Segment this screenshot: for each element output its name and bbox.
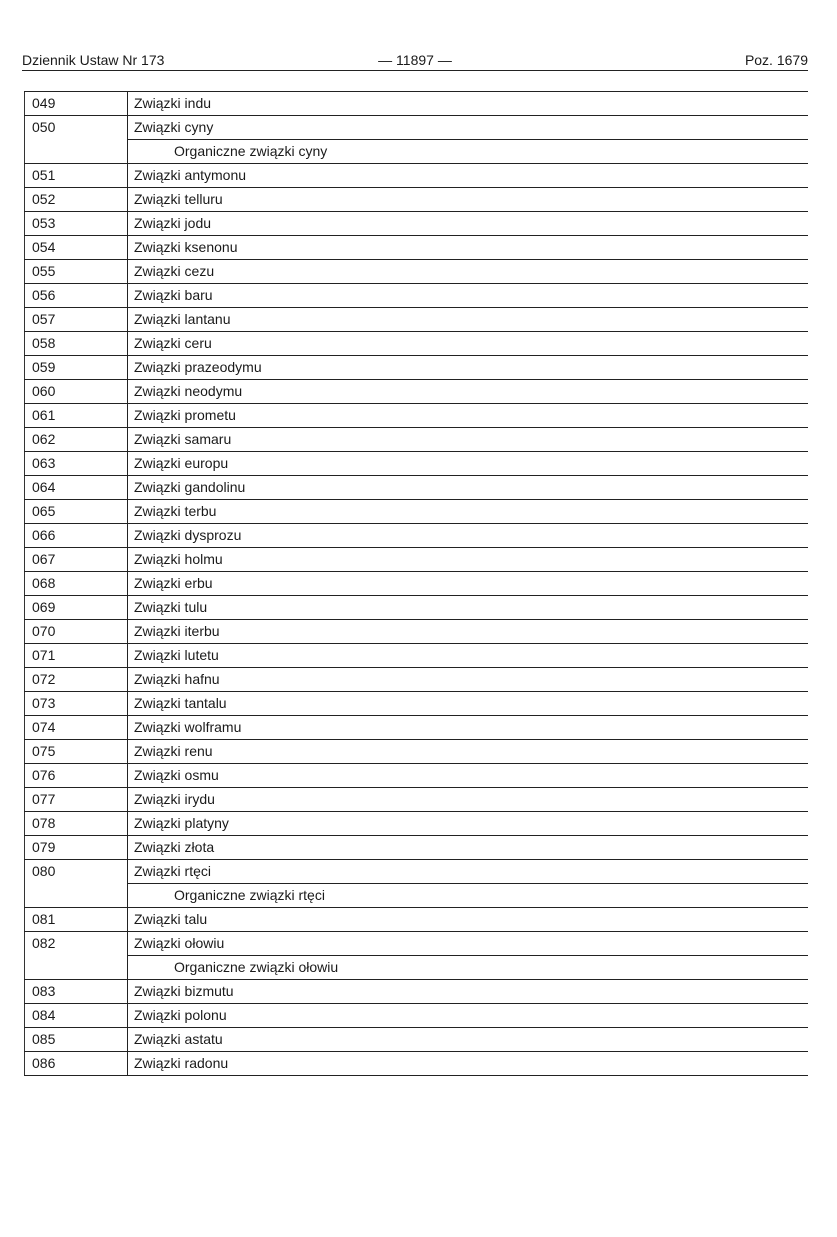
row-code: 069 [25,596,128,620]
page-header [22,50,808,70]
row-name: Związki radonu [128,1052,809,1076]
row-code: 074 [25,716,128,740]
table-row [25,596,809,620]
journal-title: Dziennik Ustaw Nr 173 [22,52,165,68]
table-row [25,380,809,404]
row-name: Związki renu [128,740,809,764]
row-name: Związki baru [128,284,809,308]
row-code: 068 [25,572,128,596]
row-code: 056 [25,284,128,308]
row-name: Związki tantalu [128,692,809,716]
table-row [25,284,809,308]
row-code: 053 [25,212,128,236]
position-number: Poz. 1679 [744,52,808,68]
header-rule [22,70,808,71]
row-code: 057 [25,308,128,332]
table-row [25,428,809,452]
row-code: 062 [25,428,128,452]
row-code: 049 [25,92,128,116]
table-row [25,668,809,692]
row-code: 054 [25,236,128,260]
row-code: 083 [25,980,128,1004]
row-name: Związki samaru [128,428,809,452]
table-row [25,164,809,188]
row-name: Związki gandolinu [128,476,809,500]
row-code: 080 [25,860,128,908]
row-code: 077 [25,788,128,812]
row-code: 059 [25,356,128,380]
row-code: 081 [25,908,128,932]
row-name: Związki cyny [128,116,809,140]
row-subname: Organiczne związki ołowiu [128,956,809,980]
table-row [25,788,809,812]
row-name: Związki indu [128,92,809,116]
table-row [25,356,809,380]
compounds-table-body [25,92,809,1076]
row-name: Związki erbu [128,572,809,596]
table-row [25,188,809,212]
table-row [25,308,809,332]
row-name: Związki złota [128,836,809,860]
row-name: Związki tulu [128,596,809,620]
row-name: Związki irydu [128,788,809,812]
row-code: 055 [25,260,128,284]
table-row [25,212,809,236]
row-code: 086 [25,1052,128,1076]
table-row [25,620,809,644]
row-code: 084 [25,1004,128,1028]
table-row [25,572,809,596]
row-code: 065 [25,500,128,524]
row-name: Związki jodu [128,212,809,236]
row-code: 076 [25,764,128,788]
row-code: 064 [25,476,128,500]
table-row [25,716,809,740]
row-name: Związki ołowiu [128,932,809,956]
table-row [25,476,809,500]
table-row [25,92,809,116]
table-row [25,740,809,764]
table-row [25,548,809,572]
row-code: 066 [25,524,128,548]
row-code: 078 [25,812,128,836]
table-row [25,932,809,956]
table-row [25,404,809,428]
table-row [25,836,809,860]
row-code: 051 [25,164,128,188]
table-subrow [25,140,809,164]
table-row [25,332,809,356]
row-code: 082 [25,932,128,980]
row-code: 085 [25,1028,128,1052]
row-name: Związki platyny [128,812,809,836]
table-row [25,524,809,548]
table-row [25,260,809,284]
table-row [25,1028,809,1052]
row-name: Związki dysprozu [128,524,809,548]
row-code: 075 [25,740,128,764]
table-row [25,452,809,476]
table-row [25,764,809,788]
table-row [25,500,809,524]
compounds-table [24,91,808,1076]
row-subname: Organiczne związki cyny [128,140,809,164]
page-number: — 11897 — [378,52,452,68]
row-name: Związki lantanu [128,308,809,332]
row-name: Związki bizmutu [128,980,809,1004]
row-subname: Organiczne związki rtęci [128,884,809,908]
row-code: 073 [25,692,128,716]
row-code: 052 [25,188,128,212]
table-subrow [25,956,809,980]
table-row [25,236,809,260]
row-code: 072 [25,668,128,692]
row-name: Związki holmu [128,548,809,572]
table-row [25,980,809,1004]
row-name: Związki prazeodymu [128,356,809,380]
row-code: 067 [25,548,128,572]
row-code: 058 [25,332,128,356]
table-row [25,644,809,668]
row-code: 061 [25,404,128,428]
table-row [25,1052,809,1076]
row-name: Związki lutetu [128,644,809,668]
row-code: 071 [25,644,128,668]
row-name: Związki polonu [128,1004,809,1028]
row-code: 050 [25,116,128,164]
row-name: Związki cezu [128,260,809,284]
table-row [25,860,809,884]
row-name: Związki antymonu [128,164,809,188]
row-name: Związki ceru [128,332,809,356]
table-subrow [25,884,809,908]
row-name: Związki prometu [128,404,809,428]
table-row [25,692,809,716]
row-name: Związki wolframu [128,716,809,740]
row-code: 079 [25,836,128,860]
row-name: Związki ksenonu [128,236,809,260]
row-name: Związki hafnu [128,668,809,692]
row-name: Związki talu [128,908,809,932]
row-name: Związki terbu [128,500,809,524]
row-name: Związki telluru [128,188,809,212]
row-name: Związki rtęci [128,860,809,884]
row-code: 070 [25,620,128,644]
table-row [25,908,809,932]
row-name: Związki neodymu [128,380,809,404]
table-row [25,116,809,140]
row-name: Związki osmu [128,764,809,788]
row-code: 063 [25,452,128,476]
row-name: Związki astatu [128,1028,809,1052]
row-name: Związki iterbu [128,620,809,644]
row-name: Związki europu [128,452,809,476]
row-code: 060 [25,380,128,404]
table-row [25,812,809,836]
table-row [25,1004,809,1028]
